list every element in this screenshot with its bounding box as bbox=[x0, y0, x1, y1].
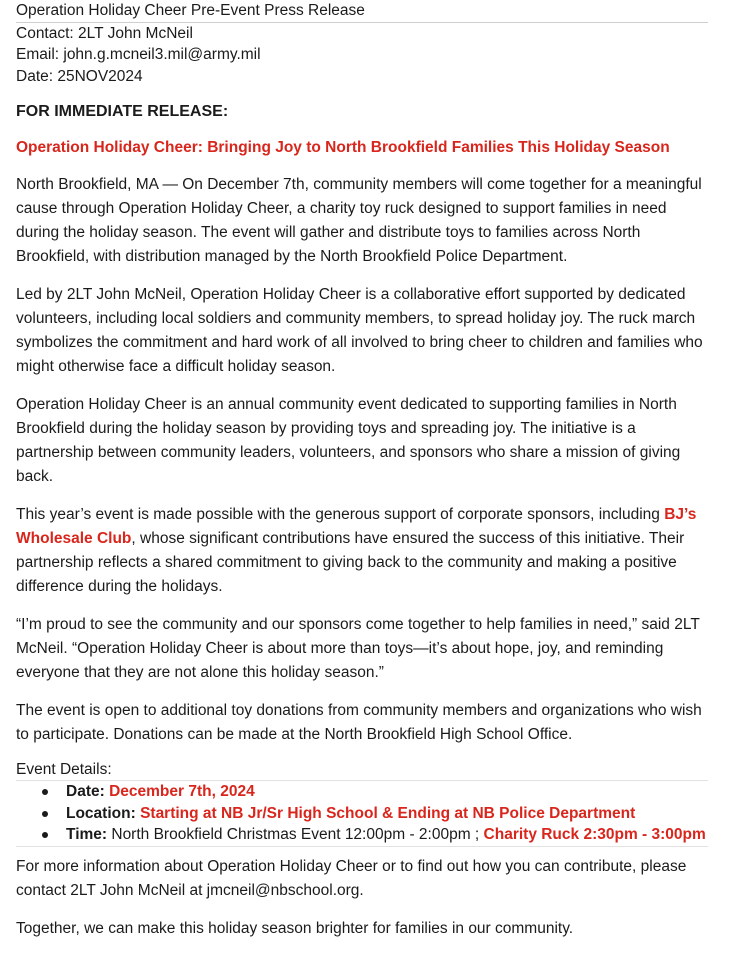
event-location-value: Starting at NB Jr/Sr High School & Ending at NB Police Department bbox=[140, 804, 636, 822]
paragraph-leadership: Led by 2LT John McNeil, Operation Holiday Cheer is a collaborative effort supported by dedicated volunteers, including local soldiers and community members, to spread holiday joy. The ruck march symbolizes the commitment and hard work of all involved to bring cheer to children and families who might otherwise face a difficult holiday season. bbox=[16, 286, 703, 375]
event-date-label: Date: bbox=[66, 783, 110, 800]
event-location-label: Location: bbox=[66, 804, 141, 822]
sponsors-text-before: This year’s event is made possible with the generous support of corporate sponsors, including bbox=[16, 506, 665, 523]
event-time-label: Time: bbox=[66, 826, 108, 843]
event-details-list bbox=[16, 780, 708, 847]
release-label: FOR IMMEDIATE RELEASE: bbox=[16, 103, 229, 120]
paragraph-more-info: For more information about Operation Holiday Cheer or to find out how you can contribute, please contact 2LT John McNeil at jmcneil@nbschool.org. bbox=[16, 857, 687, 899]
event-date-item bbox=[16, 781, 708, 803]
event-date-value: December 7th, 2024 bbox=[109, 783, 255, 800]
paragraph-closing: Together, we can make this holiday season brighter for families in our community. bbox=[16, 919, 574, 937]
date-line: Date: 25NOV2024 bbox=[16, 67, 143, 85]
document-header bbox=[16, 0, 710, 87]
paragraph-intro: North Brookfield, MA — On December 7th, community members will come together for a meaningful cause through Operation Holiday Cheer, a charity toy ruck designed to support families in need during the holiday season. The event will gather and distribute toys to families across North Brookfield, with distribution managed by the North Brookfield Police Department. bbox=[16, 176, 702, 265]
sponsors-text-after: , whose significant contributions have ensured the success of this initiative. Their partnership reflects a shared commitment to giving back to the community and making a positive difference during the holidays. bbox=[16, 530, 685, 595]
contact-line: Contact: 2LT John McNeil bbox=[16, 24, 193, 42]
event-time-item bbox=[16, 824, 708, 846]
event-location-item bbox=[16, 803, 708, 825]
event-time-highlight: Charity Ruck 2:30pm - 3:00pm bbox=[483, 826, 706, 843]
press-release-document bbox=[16, 0, 710, 941]
press-headline: Operation Holiday Cheer: Bringing Joy to North Brookfield Families This Holiday Season bbox=[16, 139, 670, 156]
event-details-label: Event Details: bbox=[16, 761, 112, 778]
email-line: Email: john.g.mcneil3.mil@army.mil bbox=[16, 46, 261, 63]
paragraph-donations: The event is open to additional toy donations from community members and organizations who wish to participate. Donations can be made at the North Brookfield High School Office. bbox=[16, 702, 702, 743]
paragraph-annual-event: Operation Holiday Cheer is an annual community event dedicated to supporting families in North Brookfield during the holiday season by providing toys and spreading joy. The initiative is a partnership between community leaders, volunteers, and sponsors who share a mission of giving back. bbox=[16, 396, 681, 485]
event-time-value: North Brookfield Christmas Event 12:00pm - 2:00pm ; bbox=[107, 826, 484, 843]
document-title: Operation Holiday Cheer Pre-Event Press Release bbox=[16, 0, 708, 23]
paragraph-sponsors bbox=[16, 503, 710, 599]
sponsor-name: BJ’s Wholesale Club bbox=[16, 506, 697, 547]
paragraph-quote: “I’m proud to see the community and our sponsors come together to help families in need,” said 2LT McNeil. “Operation Holiday Cheer is about more than toys—it’s about hope, joy, and reminding everyone that they are not alone this holiday season.” bbox=[16, 616, 700, 681]
